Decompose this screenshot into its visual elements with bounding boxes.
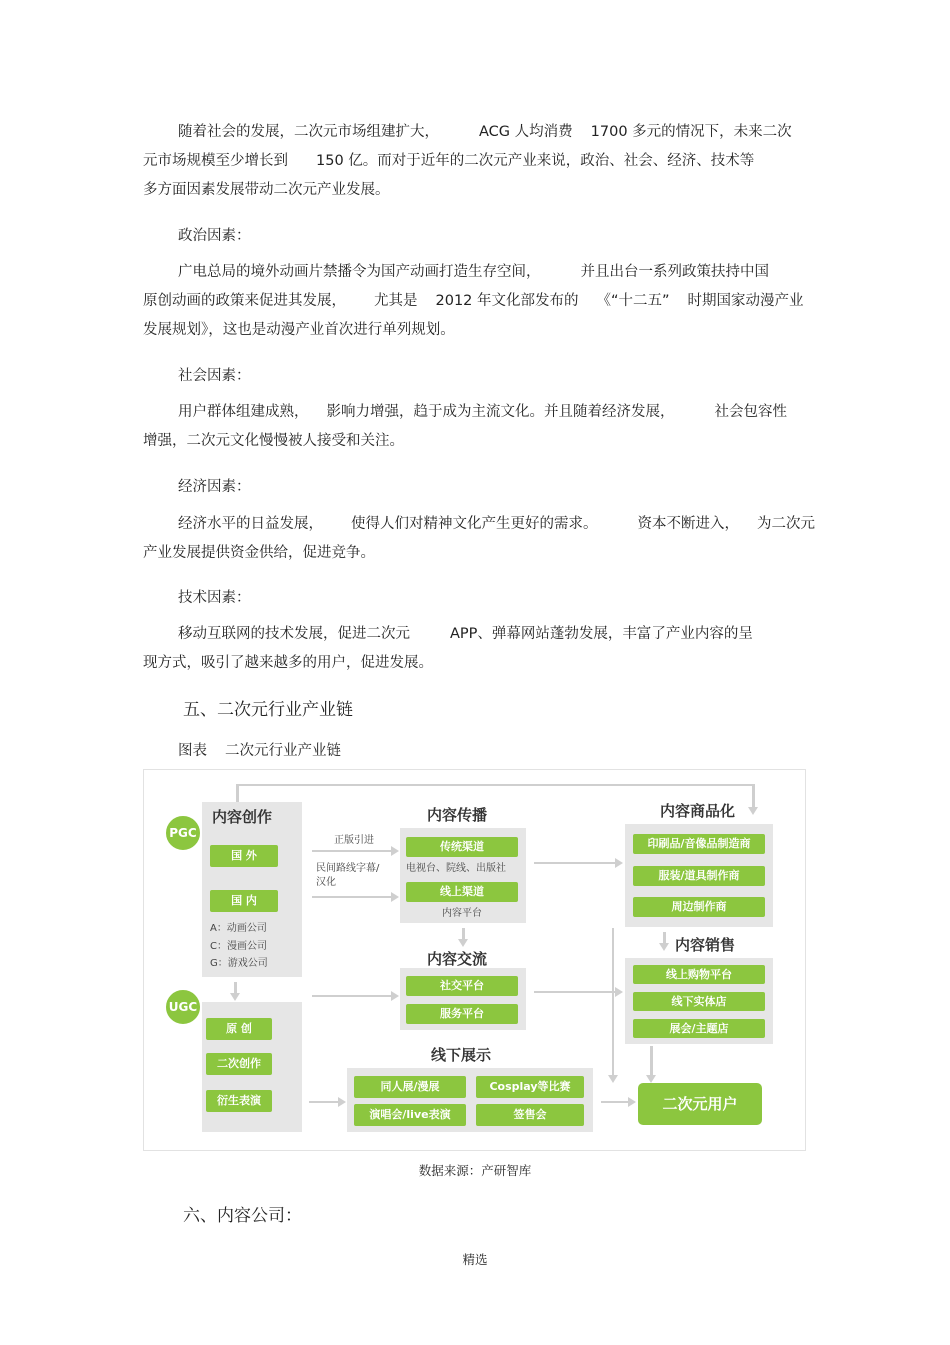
arrow-shaft <box>312 896 392 898</box>
arrow-shaft <box>309 1101 339 1103</box>
page-footer: 精选 <box>462 1252 488 1267</box>
costume-box: 服装/道具制作商 <box>633 866 765 886</box>
official-import: 正版引进 <box>334 835 374 846</box>
economy-label: 经济因素： <box>178 479 251 495</box>
feedback-line <box>752 784 755 808</box>
arrow-head <box>391 892 399 902</box>
doujin-box: 同人展/漫展 <box>354 1076 466 1098</box>
intro-paragraph <box>143 118 808 205</box>
offline-store-box: 线下实体店 <box>633 992 765 1011</box>
text: 增强，二次元文化慢慢被人接受和关注。 <box>143 433 404 449</box>
text: 《“十二五” <box>596 293 670 309</box>
arrow-head <box>230 993 240 1001</box>
tech-label: 技术因素： <box>178 590 251 606</box>
company-a: A：动画公司 <box>210 923 267 934</box>
arrow-shaft <box>650 1046 653 1076</box>
society-label: 社会因素： <box>178 368 251 384</box>
traditional-channel-box: 传统渠道 <box>406 837 518 857</box>
arrow-shaft <box>534 991 616 993</box>
arrow-head <box>646 1075 656 1083</box>
folk-route-1: 民间路线字幕/ <box>316 863 380 874</box>
concert-box: 演唱会/live表演 <box>354 1104 466 1126</box>
online-channel-box: 线上渠道 <box>406 882 518 902</box>
cosplay-box: Cosplay等比赛 <box>476 1076 584 1098</box>
arrow-shaft <box>312 850 392 852</box>
feedback-line <box>236 784 239 802</box>
text: 原创动画的政策来促进其发展， <box>143 293 346 309</box>
company-g: G：游戏公司 <box>210 958 268 969</box>
arrow-head <box>338 1097 346 1107</box>
society-paragraph <box>143 398 808 456</box>
offline-title: 线下展示 <box>431 1046 492 1064</box>
social-platform-box: 社交平台 <box>406 976 518 996</box>
text: 为二次元 <box>757 516 815 532</box>
goods-title: 内容商品化 <box>660 802 736 820</box>
original-box: 原 创 <box>206 1018 272 1040</box>
creation-title: 内容创作 <box>212 808 273 826</box>
section-heading-5: 五、二次元行业产业链 <box>183 700 353 720</box>
derivative-box: 衍生表演 <box>206 1090 272 1112</box>
company-c: C：漫画公司 <box>210 941 267 952</box>
section-heading-6: 六、内容公司： <box>183 1206 302 1226</box>
figure-tag: 图表 <box>178 743 207 759</box>
text: 移动互联网的技术发展，促进二次元 <box>178 626 410 642</box>
text: 社会包容性 <box>714 404 787 420</box>
text: 产业发展提供资金供给，促进竞争。 <box>143 545 375 561</box>
text: 广电总局的境外动画片禁播令为国产动画打造生存空间， <box>178 264 541 280</box>
secondary-creation-box: 二次创作 <box>206 1053 272 1075</box>
text: 时期国家动漫产业 <box>687 293 804 309</box>
text: ACG 人均消费 <box>479 124 573 140</box>
domestic-box: 国 内 <box>210 890 278 912</box>
arrow-head <box>391 846 399 856</box>
pgc-badge: PGC <box>164 814 202 852</box>
online-shop-box: 线上购物平台 <box>633 965 765 984</box>
arrow-shaft <box>601 1101 629 1103</box>
text: 150 亿。而对于近年的二次元产业来说，政治、社会、经济、技术等 <box>316 153 755 169</box>
figure-caption: 数据来源：产研智库 <box>418 1163 532 1178</box>
folk-route-2: 汉化 <box>316 877 336 888</box>
abroad-box: 国 外 <box>210 845 278 867</box>
text: 资本不断进入， <box>637 516 739 532</box>
politics-label: 政治因素： <box>178 228 251 244</box>
figure-label <box>178 739 341 760</box>
text: 元市场规模至少增长到 <box>143 153 288 169</box>
text: APP、弹幕网站蓬勃发展，丰富了产业内容的呈 <box>450 626 753 642</box>
text: 发展规划》，这也是动漫产业首次进行单列规划。 <box>143 322 455 338</box>
theme-store-box: 展会/主题店 <box>633 1019 765 1038</box>
arrow-head <box>615 858 623 868</box>
text: 用户群体组建成熟， <box>178 404 309 420</box>
tech-paragraph <box>143 620 808 678</box>
content-platform: 内容平台 <box>442 908 482 919</box>
arrow-head <box>391 991 399 1001</box>
industry-chain-diagram <box>143 769 806 1151</box>
merch-box: 周边制作商 <box>633 897 765 917</box>
spread-title: 内容传播 <box>427 806 488 824</box>
exchange-title: 内容交流 <box>427 950 488 968</box>
arrow-head <box>608 1075 618 1083</box>
users-box: 二次元用户 <box>638 1083 762 1125</box>
arrow-head <box>458 939 468 947</box>
text: 多方面因素发展带动二次元产业发展。 <box>143 182 390 198</box>
text: 影响力增强，趋于成为主流文化。并且随着经济发展， <box>326 404 675 420</box>
text: 2012 年文化部发布的 <box>435 293 579 309</box>
text: 并且出台一系列政策扶持中国 <box>580 264 769 280</box>
arrow-head <box>615 987 623 997</box>
arrow-shaft <box>312 995 392 997</box>
politics-paragraph <box>143 258 808 345</box>
arrow-head <box>628 1097 636 1107</box>
printed-goods-box: 印刷品/音像品制造商 <box>633 834 765 854</box>
text: 随着社会的发展，二次元市场组建扩大， <box>178 124 439 140</box>
text: 经济水平的日益发展， <box>178 516 323 532</box>
text: 现方式，吸引了越来越多的用户，促进发展。 <box>143 655 433 671</box>
ugc-badge: UGC <box>164 988 202 1026</box>
arrow-shaft <box>534 862 616 864</box>
signing-box: 签售会 <box>476 1104 584 1126</box>
feedback-line <box>236 784 754 786</box>
economy-paragraph <box>143 510 815 568</box>
arrow-shaft <box>612 928 614 1076</box>
sales-title: 内容销售 <box>675 936 736 954</box>
text: 使得人们对精神文化产生更好的需求。 <box>351 516 598 532</box>
text: 1700 多元的情况下，未来二次 <box>590 124 792 140</box>
service-platform-box: 服务平台 <box>406 1004 518 1024</box>
arrow-head <box>659 943 669 951</box>
arrow-head <box>748 807 758 815</box>
figure-name: 二次元行业产业链 <box>225 743 341 759</box>
media-outlets: 电视台、院线、出版社 <box>406 863 506 874</box>
text: 尤其是 <box>374 293 418 309</box>
